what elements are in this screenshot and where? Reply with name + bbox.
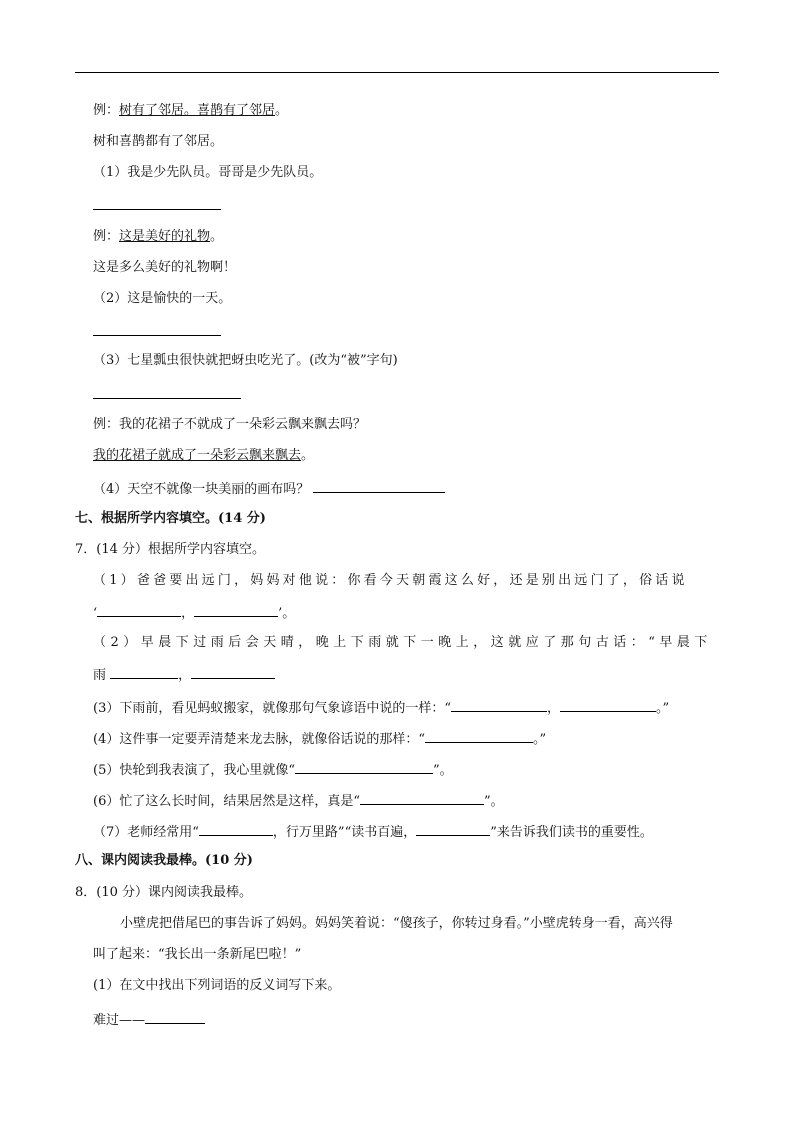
q7-5-line: (5）快轮到我表演了，我心里就像“ ”。 <box>93 759 453 780</box>
question-1: （1）我是少先队员。哥哥是少先队员。 <box>93 165 323 180</box>
question-7-intro: 7．(14 分）根据所学内容填空。 <box>75 542 266 557</box>
answer-line-2[interactable] <box>93 335 221 336</box>
q7-7-line: （7）老师经常用“ ，行万里路”“读书百遍， ”来告诉我们读书的重要性。 <box>93 821 653 842</box>
blank-7-2b[interactable] <box>191 664 275 679</box>
blank-7-1a[interactable] <box>97 602 181 617</box>
answer-blank-4[interactable] <box>313 478 445 493</box>
q7-4-line: (4）这件事一定要弄清楚来龙去脉，就像俗话说的那样：“ 。” <box>93 728 546 749</box>
q7-2-line: （2）早晨下过雨后会天晴，晚上下雨就下一晚上，这就应了那句古话：“早晨下 <box>93 635 712 650</box>
blank-7-1b[interactable] <box>194 602 278 617</box>
passage-line-1: 小壁虎把借尾巴的事告诉了妈妈。妈妈笑着说：“傻孩子，你转过身看。”小壁虎转身一看，高兴得 <box>120 916 673 931</box>
blank-7-5[interactable] <box>295 759 433 774</box>
blank-8-1[interactable] <box>145 1009 205 1024</box>
blank-7-4[interactable] <box>425 728 533 743</box>
section-7-heading: 七、根据所学内容填空。(14 分) <box>75 511 266 526</box>
blank-7-7a[interactable] <box>199 821 273 836</box>
q7-1-blanks: ‘ ， ’。 <box>93 602 295 623</box>
blank-7-2a[interactable] <box>110 664 178 679</box>
blank-7-7b[interactable] <box>416 821 490 836</box>
q7-1-line: （1）爸爸要出远门，妈妈对他说：你看今天朝霞这么好，还是别出远门了，俗话说 <box>93 573 688 588</box>
q7-6-line: (6）忙了这么长时间，结果居然是这样，真是“ ”。 <box>93 790 504 811</box>
q7-3-line: (3）下雨前，看见蚂蚁搬家，就像那句气象谚语中说的一样：“ ， 。” <box>93 697 669 718</box>
example-3: 例：我的花裙子不就成了一朵彩云飘来飘去吗？ <box>93 417 367 432</box>
q7-2-blanks: 雨 ， <box>93 664 275 685</box>
example-2-answer: 这是多么美好的礼物啊！ <box>93 260 237 275</box>
example-1-answer: 树和喜鹊都有了邻居。 <box>93 134 224 149</box>
question-8-1: (1）在文中找出下列词语的反义词写下来。 <box>93 978 341 993</box>
header-rule <box>75 72 719 73</box>
blank-7-3b[interactable] <box>560 697 656 712</box>
answer-line-1[interactable] <box>93 209 221 210</box>
answer-line-3[interactable] <box>93 398 241 399</box>
question-2: （2）这是愉快的一天。 <box>93 291 232 306</box>
example-3-answer: 我的花裙子就成了一朵彩云飘来飘去。 <box>93 448 315 463</box>
question-3: （3）七星瓢虫很快就把蚜虫吃光了。(改为“被”字句) <box>93 353 398 368</box>
blank-7-6[interactable] <box>360 790 484 805</box>
example-2: 例：这是美好的礼物。 <box>93 229 224 244</box>
q8-1-item: 难过—— <box>93 1009 205 1030</box>
example-1: 例：树有了邻居。喜鹊有了邻居。 <box>93 103 289 118</box>
passage-line-2: 叫了起来：“我长出一条新尾巴啦！” <box>93 947 302 962</box>
blank-7-3a[interactable] <box>451 697 547 712</box>
section-8-heading: 八、课内阅读我最棒。(10 分) <box>75 853 253 868</box>
question-4: （4）天空不就像一块美丽的画布吗？ <box>93 478 445 499</box>
question-8-intro: 8．(10 分）课内阅读我最棒。 <box>75 885 253 900</box>
